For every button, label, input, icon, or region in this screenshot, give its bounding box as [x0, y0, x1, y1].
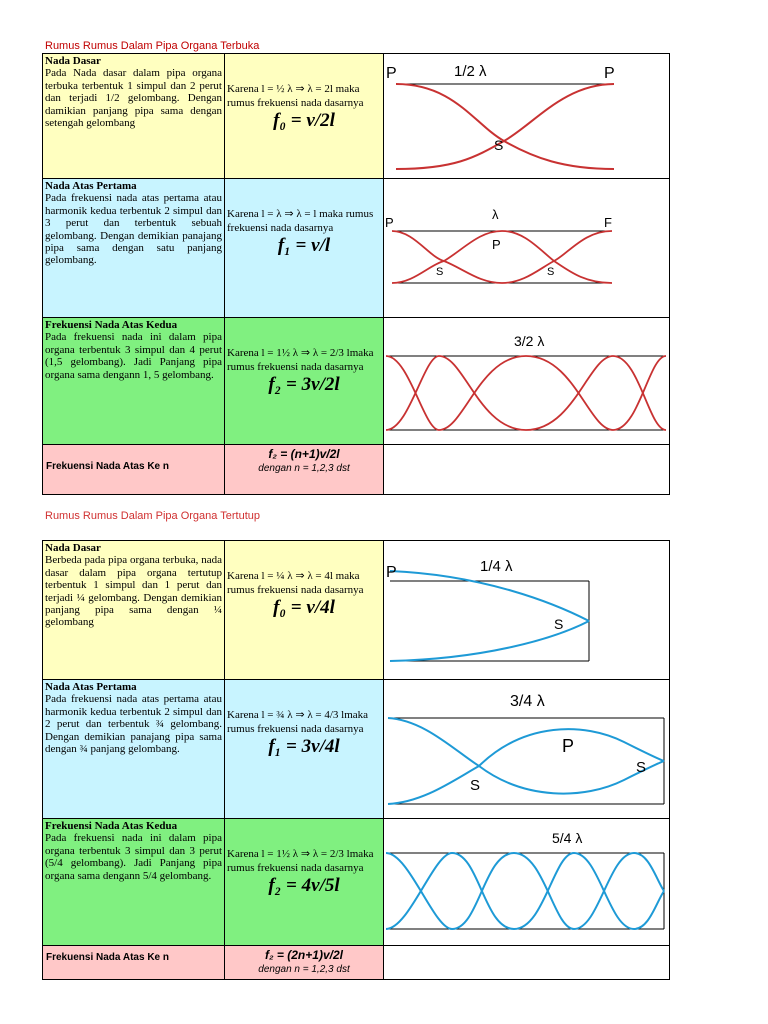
- wave-curve: [388, 718, 664, 794]
- antinode-label: P: [385, 215, 394, 230]
- open-row-fundamental: [43, 54, 670, 179]
- antinode-label: P: [492, 237, 501, 252]
- closed-row-second-overtone: [43, 819, 670, 946]
- empty-cell: [384, 946, 670, 980]
- wave-curve: [386, 853, 664, 929]
- formula: f₀ = v/4l: [273, 597, 335, 618]
- node-label: S: [547, 266, 555, 278]
- row-heading: Nada Dasar: [45, 542, 101, 554]
- derivation-text: Karena l = ¼ λ ⇒ λ = 4l maka rumus frekuensi nada dasarnya: [227, 570, 364, 596]
- node-label: S: [636, 759, 647, 776]
- open-pipe-table: [42, 53, 670, 495]
- formula: f₂ = 4v/5l: [268, 875, 340, 896]
- open-row-nth-overtone: [43, 445, 670, 495]
- closed-row-nth-overtone: [43, 946, 670, 980]
- formula: f₂ = (n+1)v/2l: [268, 447, 340, 461]
- closed-second-overtone-diagram: [384, 819, 669, 945]
- formula: f₁ = 3v/4l: [268, 736, 340, 757]
- wavelength-label: 3/2 λ: [514, 333, 545, 349]
- antinode-label: P: [562, 736, 575, 756]
- derivation-text: Karena l = 1½ λ ⇒ λ = 2/3 lmaka rumus frekuensi nada dasarnya: [227, 848, 374, 874]
- wavelength-label: 3/4 λ: [510, 693, 545, 710]
- wave-curve: [386, 853, 664, 929]
- row-description: Berbeda pada pipa organa terbuka, nada dasar dalam pipa organa tertutup terbentuk 1 simpul dan 1 perut dan terjadi ¼ gelombang. Dengan demikian panjang pipa sama dengan ¼ gelombang: [45, 554, 222, 629]
- wave-curve: [390, 571, 589, 621]
- derivation-text: Karena l = ¾ λ ⇒ λ = 4/3 lmaka rumus frekuensi nada dasarnya: [227, 709, 369, 735]
- closed-row-fundamental: [43, 541, 670, 680]
- empty-cell: [384, 445, 670, 495]
- wavelength-label: 1/4 λ: [480, 558, 513, 575]
- row-description: Pada Nada dasar dalam pipa organa terbuka terbentuk 1 simpul dan 2 perut dan terjadi 1/2 gelombang. Dengan damikian panjang pipa sama dengan setengah gelombang: [45, 67, 222, 130]
- formula: f₂ = (2n+1)v/2l: [265, 948, 343, 962]
- row-description: Pada frekuensi nada atas pertama atau harmonik kedua terbentuk 2 simpul dan 3 perut dan terbentuk sebuah gelombang. Dengan demikian panajang pipa sama dengan satu panjang gelombang.: [45, 192, 222, 267]
- wave-curve: [392, 231, 612, 283]
- row-heading: Frekuensi Nada Atas Kedua: [45, 820, 178, 832]
- open-row-second-overtone: [43, 318, 670, 445]
- wavelength-label: 1/2 λ: [454, 63, 487, 80]
- wave-curve: [388, 729, 664, 804]
- antinode-label: P: [386, 65, 397, 82]
- antinode-label: P: [604, 65, 615, 82]
- row-heading: Nada Atas Pertama: [45, 681, 137, 693]
- open-pipe-title: Rumus Rumus Dalam Pipa Organa Terbuka: [45, 40, 260, 52]
- node-label: S: [494, 137, 504, 153]
- wave-curve: [396, 84, 614, 169]
- open-second-overtone-diagram: [384, 318, 669, 444]
- node-label: S: [470, 777, 481, 794]
- row-heading: Nada Atas Pertama: [45, 180, 137, 192]
- wavelength-label: 5/4 λ: [552, 830, 583, 846]
- derivation-text: Karena l = ½ λ ⇒ λ = 2l maka rumus frekuensi nada dasarnya: [227, 83, 364, 109]
- antinode-label: F: [604, 215, 612, 230]
- antinode-label: P: [386, 564, 397, 581]
- formula: f₀ = v/2l: [273, 110, 335, 131]
- open-fundamental-diagram: [384, 54, 669, 178]
- open-first-overtone-diagram: [384, 179, 669, 317]
- closed-fundamental-diagram: [384, 541, 669, 679]
- node-label: S: [436, 266, 444, 278]
- row-description: Pada frekuensi nada atas pertama atau harmonik kedua terbentuk 2 simpul dan 2 perut dan terbentuk ¾ gelombang. Dengan demikian panajang pipa sama dengan ¾ panjang gelombang.: [45, 693, 222, 756]
- row-heading: Frekuensi Nada Atas Ke n: [46, 952, 170, 963]
- formula-note: dengan n = 1,2,3 dst: [258, 964, 350, 975]
- wave-curve: [396, 84, 614, 169]
- formula: f₁ = v/l: [277, 235, 331, 256]
- closed-pipe-table: [42, 540, 670, 980]
- row-heading: Nada Dasar: [45, 55, 101, 67]
- open-row-first-overtone: [43, 179, 670, 318]
- row-heading: Frekuensi Nada Atas Kedua: [45, 319, 178, 331]
- derivation-text: Karena l = λ ⇒ λ = l maka rumus frekuensi nada dasarnya: [227, 208, 374, 234]
- wavelength-label: λ: [492, 207, 499, 222]
- row-description: Pada frekuensi nada ini dalam pipa organa terbentuk 3 simpul dan 3 perut (5/4 gelombang). Jadi Panjang pipa organa sama dengann 5/4 gelombang.: [45, 832, 222, 882]
- row-description: Pada frekuensi nada ini dalam pipa organa terbentuk 3 simpul dan 4 perut (1,5 gelombang). Jadi Panjang pipa organa sama dengann 1, 5 gelombang.: [45, 331, 222, 381]
- closed-row-first-overtone: [43, 680, 670, 819]
- formula-note: dengan n = 1,2,3 dst: [258, 463, 350, 474]
- closed-pipe-title: Rumus Rumus Dalam Pipa Organa Tertutup: [45, 510, 261, 522]
- closed-first-overtone-diagram: [384, 680, 669, 818]
- row-heading: Frekuensi Nada Atas Ke n: [46, 461, 170, 472]
- node-label: S: [554, 616, 564, 632]
- derivation-text: Karena l = 1½ λ ⇒ λ = 2/3 lmaka rumus frekuensi nada dasarnya: [227, 347, 374, 373]
- formula: f₂ = 3v/2l: [268, 374, 340, 395]
